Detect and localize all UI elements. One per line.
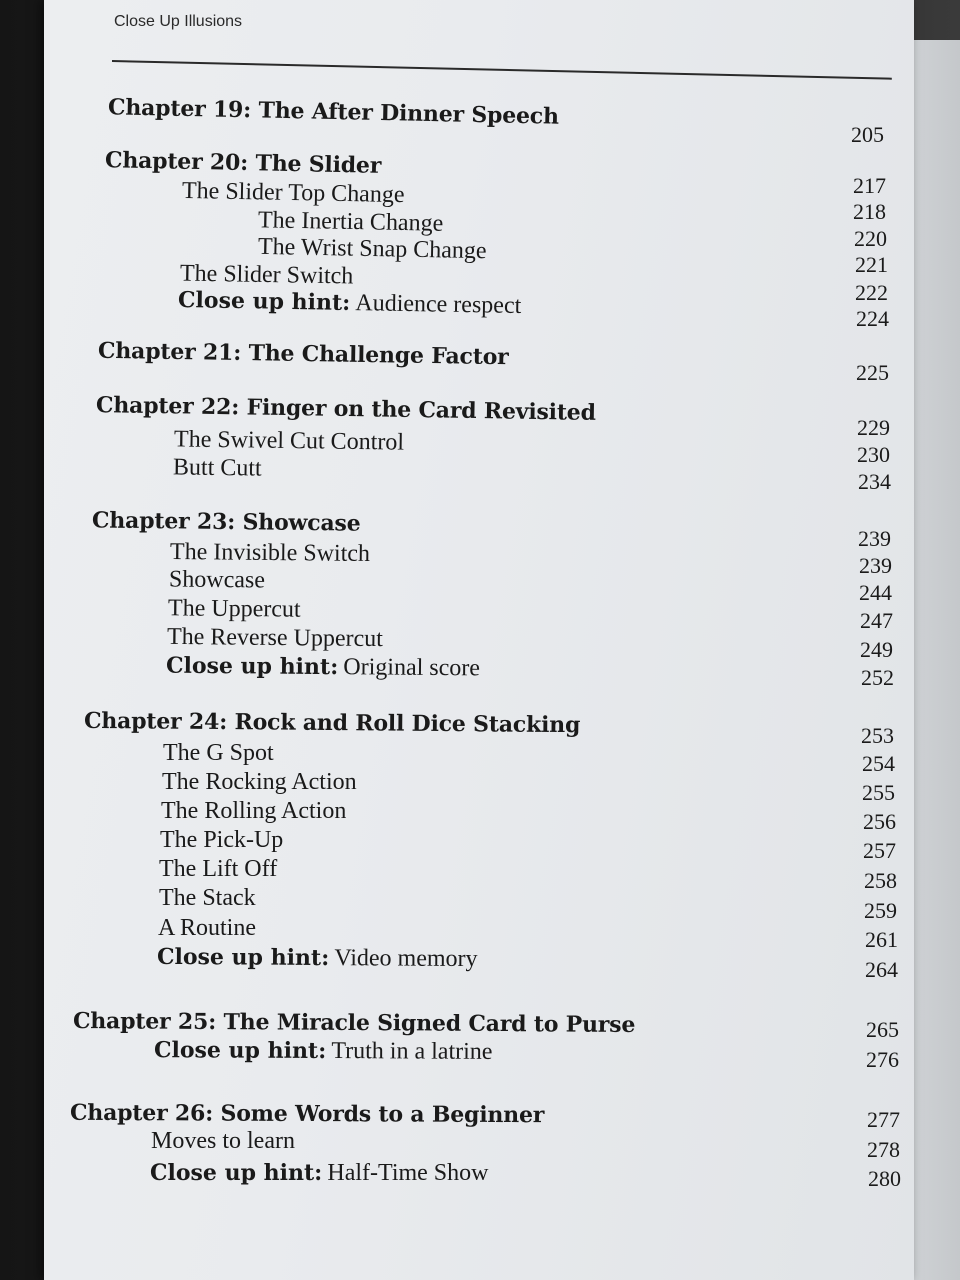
toc-page-number: 221 <box>855 252 888 277</box>
toc-page-number: 256 <box>863 809 896 834</box>
toc-entry: The Stack <box>159 885 256 911</box>
hint-label: Close up hint: <box>156 943 330 972</box>
running-head: Close Up Illusions <box>114 13 243 30</box>
toc-chapter-22: Chapter 22: Finger on the Card Revisited <box>95 392 596 426</box>
toc-chapter-20: Chapter 20: The Slider <box>104 147 382 179</box>
toc-entry: Butt Cutt <box>172 454 262 482</box>
toc-entry: The Slider Switch <box>179 260 354 290</box>
toc-chapter-24: Chapter 24: Rock and Roll Dice Stacking <box>83 707 581 739</box>
toc-page-number: 253 <box>861 723 894 748</box>
toc-entry: The Rolling Action <box>161 798 347 824</box>
toc-page-number: 280 <box>868 1166 901 1191</box>
toc-page-number: 247 <box>860 608 893 633</box>
toc-page-number: 222 <box>855 280 888 305</box>
toc-page-number: 259 <box>864 898 897 923</box>
hint-label: Close up hint: <box>165 652 339 681</box>
toc-hint-entry <box>157 944 478 973</box>
toc-page-number: 276 <box>866 1047 899 1072</box>
toc-page-number: 229 <box>857 415 890 440</box>
toc-chapter-25: Chapter 25: The Miracle Signed Card to Purse <box>72 1008 636 1038</box>
toc-entry: The Rocking Action <box>162 769 357 795</box>
toc-entry: The G Spot <box>163 740 274 766</box>
toc-page-number: 278 <box>867 1137 900 1162</box>
hint-label: Close up hint: <box>153 1037 327 1065</box>
toc-page-number: 255 <box>862 780 895 805</box>
toc-chapter-19: Chapter 19: The After Dinner Speech <box>107 94 560 130</box>
toc-page-number: 261 <box>865 927 898 952</box>
hint-text: Truth in a latrine <box>331 1038 493 1065</box>
toc-page-number: 254 <box>862 751 895 776</box>
toc-page-number: 257 <box>863 838 896 863</box>
toc-hint-entry <box>178 287 522 320</box>
toc-chapter-23: Chapter 23: Showcase <box>91 507 361 537</box>
toc-entry: The Swivel Cut Control <box>173 426 405 456</box>
toc-entry: A Routine <box>158 915 257 941</box>
toc-page-number: 224 <box>856 306 889 331</box>
toc-entry: The Wrist Snap Change <box>257 233 487 265</box>
toc-page-number: 265 <box>866 1017 899 1042</box>
hint-text: Audience respect <box>355 290 522 319</box>
toc-hint-entry <box>154 1037 493 1066</box>
toc-page-number: 264 <box>865 957 898 982</box>
toc-entry: The Uppercut <box>167 595 301 623</box>
toc-page-number: 230 <box>857 442 890 467</box>
toc-entry: The Slider Top Change <box>181 177 405 209</box>
hint-text: Video memory <box>334 945 478 973</box>
toc-page-number: 252 <box>861 665 894 690</box>
hint-text: Original score <box>343 654 481 682</box>
toc-page-number: 244 <box>859 580 892 605</box>
toc-entry: The Inertia Change <box>257 207 444 237</box>
toc-entry: The Invisible Switch <box>169 538 371 568</box>
toc-page-number: 239 <box>858 526 891 551</box>
toc-page-number: 217 <box>853 173 886 198</box>
toc-hint-entry <box>150 1160 488 1187</box>
hint-label: Close up hint: <box>177 287 351 317</box>
toc-entry: Showcase <box>168 566 266 594</box>
hint-text: Half-Time Show <box>327 1160 489 1186</box>
toc-page-number: 258 <box>864 868 897 893</box>
toc-page-number: 249 <box>860 637 893 662</box>
toc-page-number: 239 <box>859 553 892 578</box>
toc-page-number: 234 <box>858 469 891 494</box>
toc-page-number: 225 <box>856 360 889 385</box>
toc-entry: The Reverse Uppercut <box>166 623 384 653</box>
toc-entry: Moves to learn <box>151 1128 295 1154</box>
toc-page-number: 220 <box>854 226 887 251</box>
toc-page-number: 277 <box>867 1107 900 1132</box>
toc-page-number: 205 <box>851 122 884 147</box>
toc-chapter-21: Chapter 21: The Challenge Factor <box>97 337 509 371</box>
hint-label: Close up hint: <box>150 1160 323 1186</box>
toc-hint-entry <box>166 653 480 683</box>
toc-entry: The Lift Off <box>159 856 278 882</box>
toc-chapter-26: Chapter 26: Some Words to a Beginner <box>69 1099 545 1129</box>
toc-entry: The Pick-Up <box>160 827 284 853</box>
toc-page-number: 218 <box>853 199 886 224</box>
